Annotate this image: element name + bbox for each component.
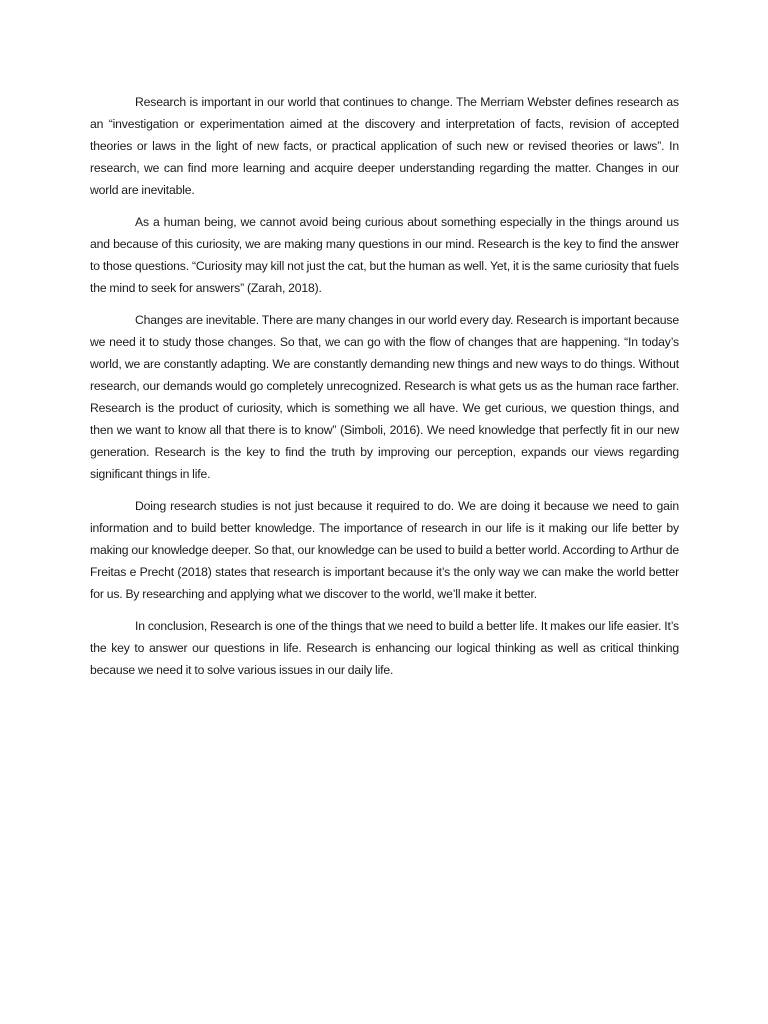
paragraph-intro: Research is important in our world that continues to change. The Merriam Webster defines research as an “investigation or experimentation aimed at the discovery and interpretation of facts, revision of accepted theories or laws in the light of new facts, or practical application of such new or revised theories or laws”. In research, we can find more learning and acquire deeper understanding regarding the matter. Changes in our world are inevitable.	[90, 95, 679, 197]
paragraph-changes: Changes are inevitable. There are many changes in our world every day. Research is important because we need it to study those changes. So that, we can go with the flow of changes that are happening. “In today’s world, we are constantly adapting. We are constantly demanding new things and new ways to do things. Without research, our demands would go completely unrecognized. Research is what gets us as the human race farther. Research is the product of curiosity, which is something we all have. We get curious, we question things, and then we want to know all that there is to know” (Simboli, 2016). We need knowledge that perfectly fit in our new generation. Research is the key to find the truth by improving our perception, expands our views regarding significant things in life.	[90, 313, 679, 481]
paragraph-conclusion: In conclusion, Research is one of the things that we need to build a better life. It makes our life easier. It’s the key to answer our questions in life. Research is enhancing our logical thinking as well as critical thinking because we need it to solve various issues in our daily life.	[90, 618, 679, 677]
paragraph-curiosity: As a human being, we cannot avoid being curious about something especially in the things around us and because of this curiosity, we are making many questions in our mind. Research is the key to find the answer to those questions. “Curiosity may kill not just the cat, but the human as well. Yet, it is the same curiosity that fuels the mind to seek for answers” (Zarah, 2018).	[90, 215, 679, 295]
document-body	[90, 92, 679, 692]
paragraph-knowledge: Doing research studies is not just because it required to do. We are doing it because we need to gain information and to build better knowledge. The importance of research in our life is it making our life better by making our knowledge deeper. So that, our knowledge can be used to build a better world. According to Arthur de Freitas e Precht (2018) states that research is important because it’s the only way we can make the world better for us. By researching and applying what we discover to the world, we’ll make it better.	[90, 498, 679, 601]
